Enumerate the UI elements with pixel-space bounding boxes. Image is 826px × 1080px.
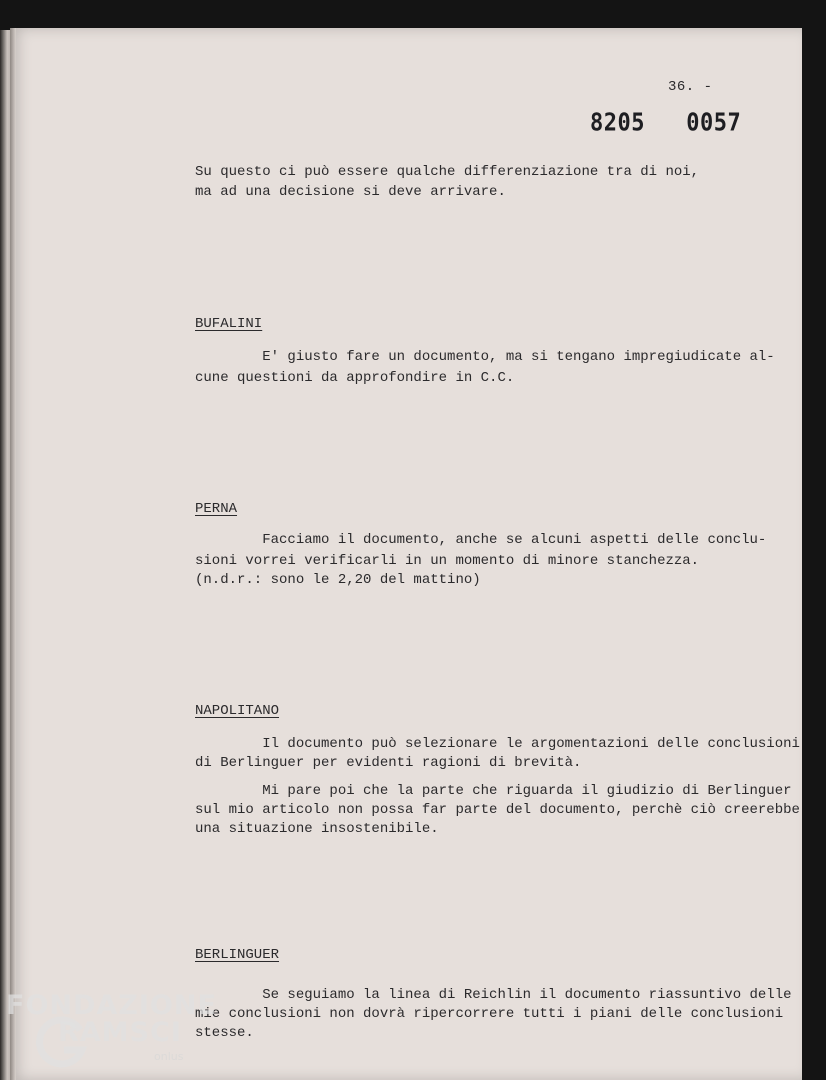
paragraph-line: stesse. — [195, 1025, 254, 1041]
paragraph-line: Facciamo il documento, anche se alcuni aspetti delle conclu- — [195, 532, 767, 548]
speaker-name: BERLINGUER — [195, 947, 280, 963]
speaker-name: NAPOLITANO — [195, 703, 280, 719]
speaker-name: BUFALINI — [195, 316, 263, 332]
speaker-name: PERNA — [195, 501, 238, 517]
paragraph-line: sul mio articolo non possa far parte del documento, perchè ciò creerebbe — [195, 802, 800, 818]
watermark-line-2: RAMSCI — [58, 1017, 182, 1048]
foundation-watermark — [6, 990, 217, 1075]
paragraph-line: E' giusto fare un documento, ma si tengano impregiudicate al- — [195, 349, 775, 365]
paragraph-line: mie conclusioni non dovrà ripercorrere tutti i piani delle conclusioni — [195, 1006, 784, 1022]
paragraph-line: sioni vorrei verificarli in un momento di minore stanchezza. — [195, 553, 700, 569]
page-number: 36. - — [668, 79, 713, 95]
archive-code-stamp: 8205 0057 — [590, 109, 742, 137]
watermark-line-1: FONDAZIONE — [6, 990, 217, 1021]
paragraph-line: cune questioni da approfondire in C.C. — [195, 370, 515, 386]
page-gutter — [10, 28, 16, 1080]
paragraph-line: (n.d.r.: sono le 2,20 del mattino) — [195, 572, 481, 588]
intro-line-2: ma ad una decisione si deve arrivare. — [195, 184, 506, 200]
paragraph-line: Mi pare poi che la parte che riguarda il giudizio di Berlinguer — [195, 783, 792, 799]
intro-line-1: Su questo ci può essere qualche differenziazione tra di noi, — [195, 164, 700, 180]
watermark-line-3: onlus — [154, 1050, 184, 1063]
paragraph-line: Il documento può selezionare le argomentazioni delle conclusioni — [195, 736, 800, 752]
paragraph-line: Se seguiamo la linea di Reichlin il documento riassuntivo delle — [195, 987, 792, 1003]
paragraph-line: di Berlinguer per evidenti ragioni di brevità. — [195, 755, 582, 771]
paragraph-line: una situazione insostenibile. — [195, 821, 439, 837]
